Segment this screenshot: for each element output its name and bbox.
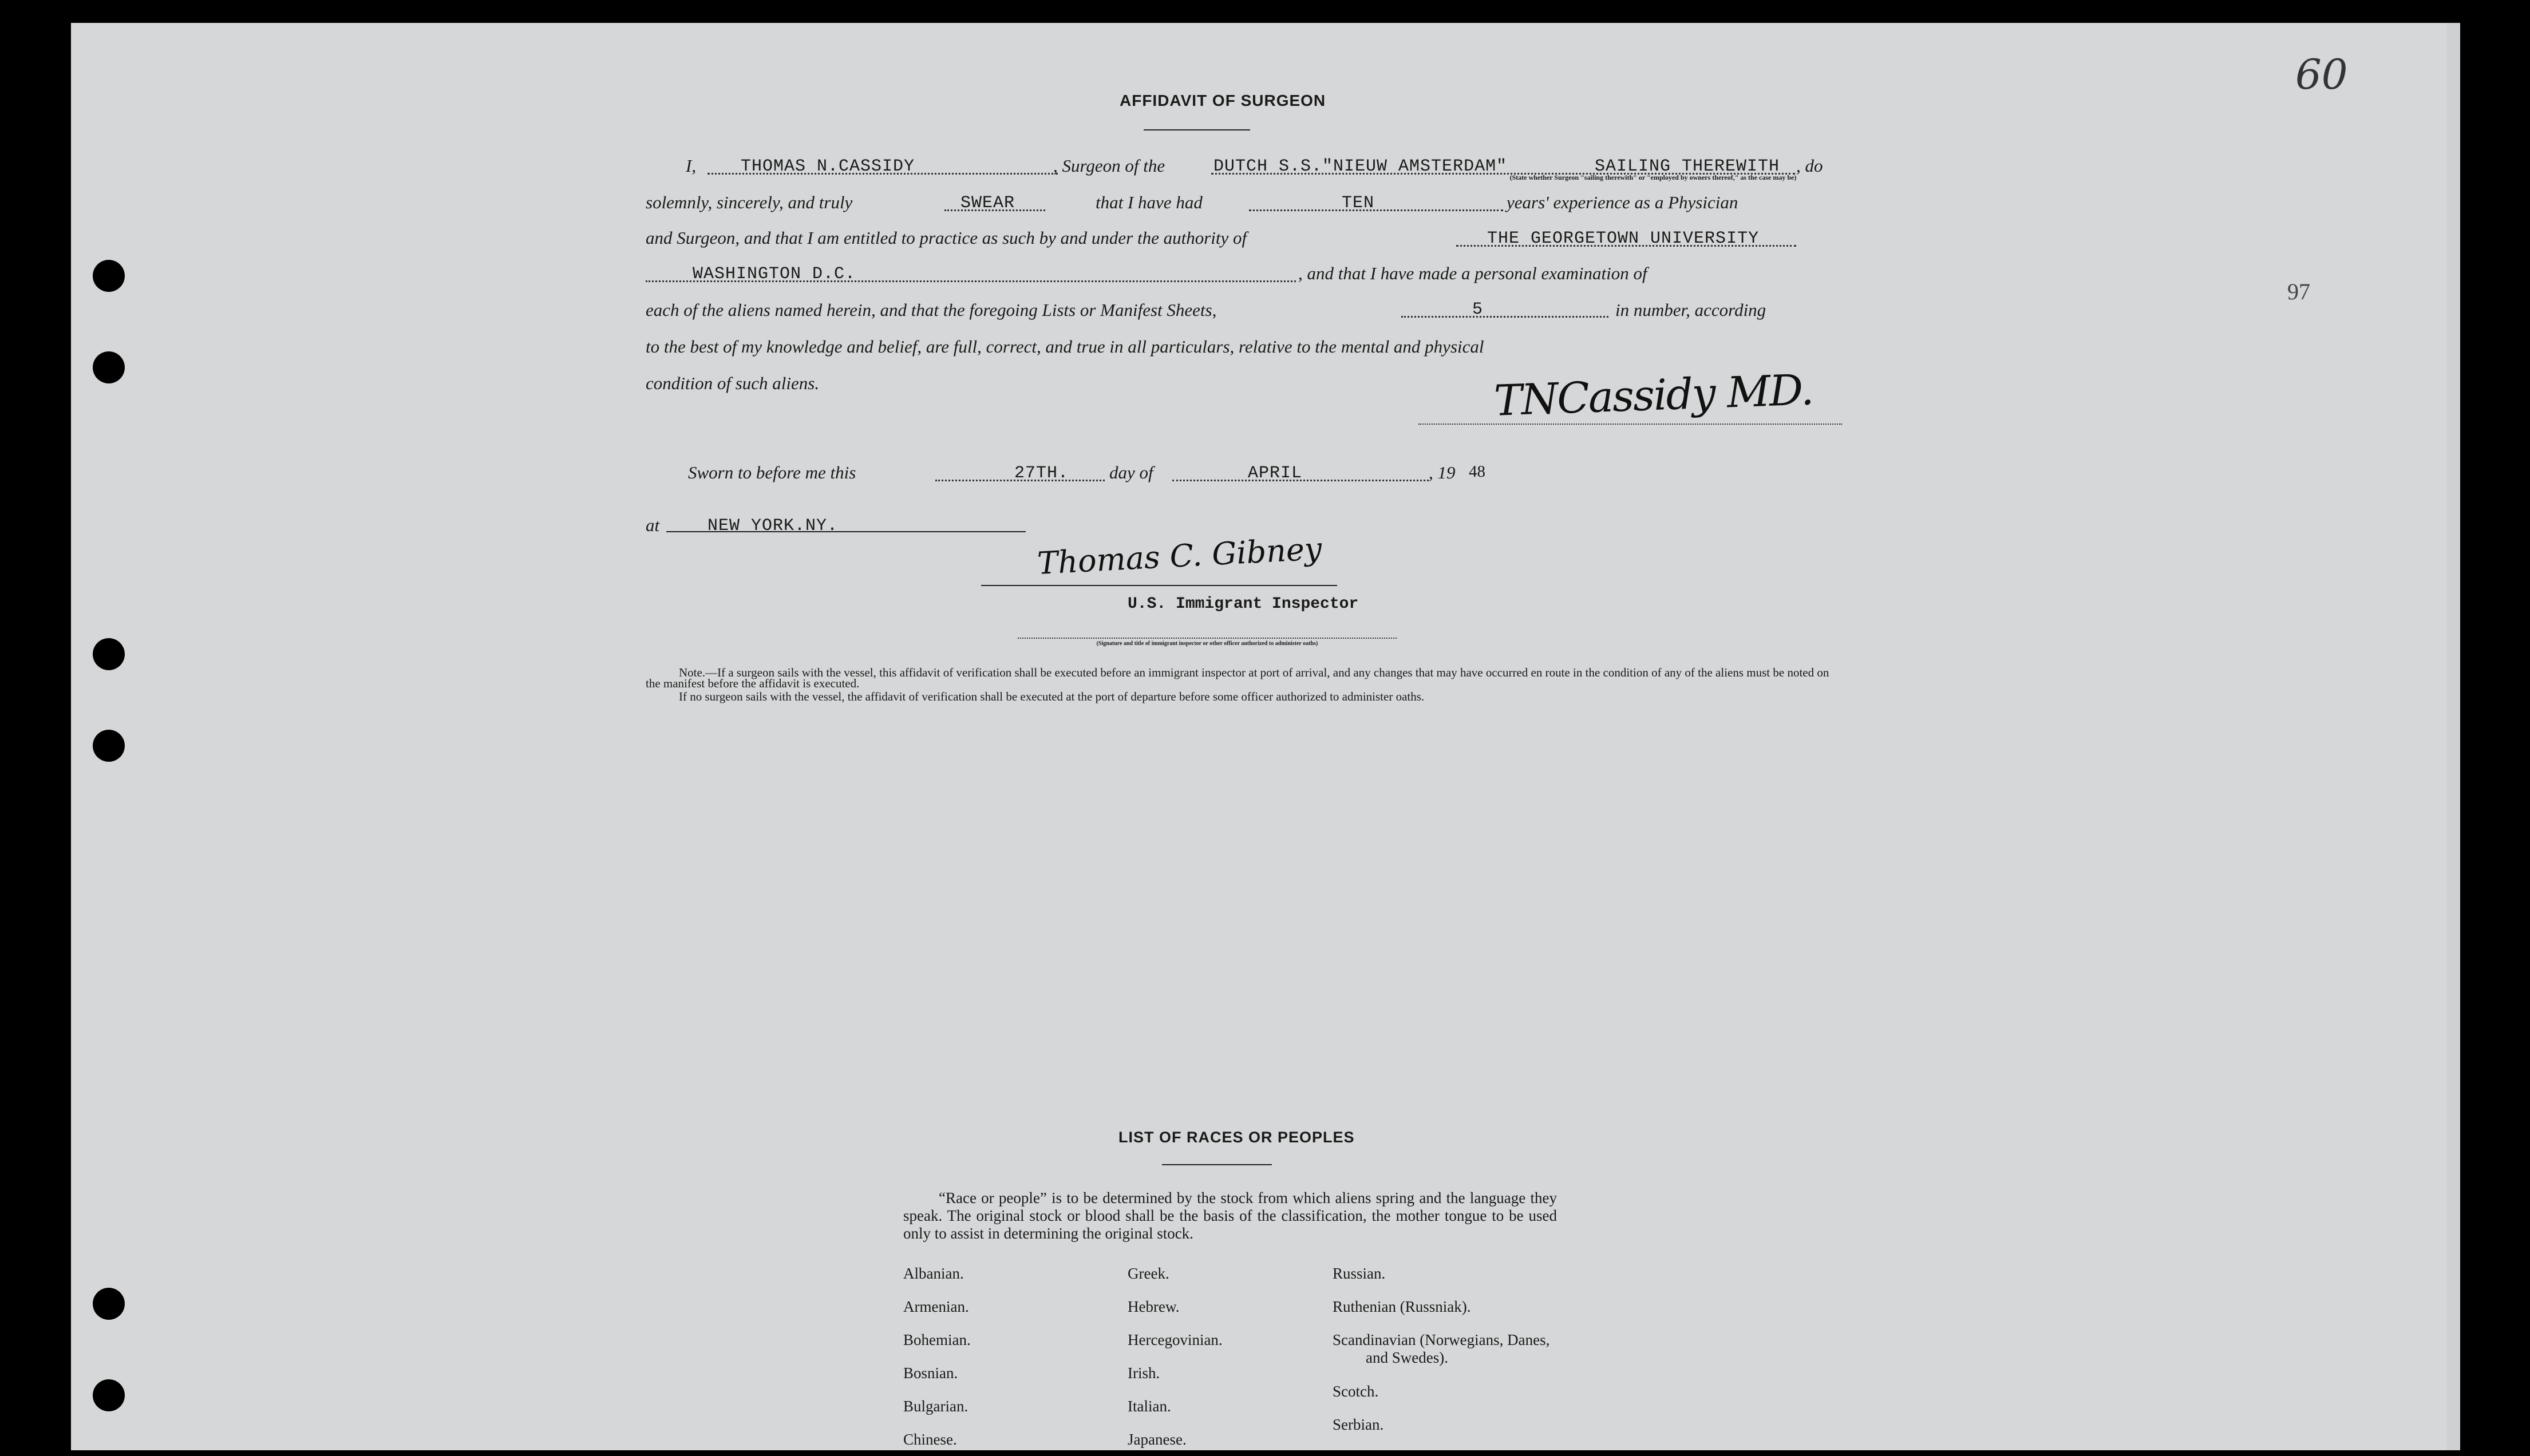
text-surgeon-of: , Surgeon of the xyxy=(1053,156,1165,176)
authority-field: THE GEORGETOWN UNIVERSITY xyxy=(1487,229,1760,248)
races-col3 xyxy=(1333,1257,1562,1441)
year-suffix-field: 48 xyxy=(1469,462,1485,481)
text-condition: condition of such aliens. xyxy=(646,373,820,393)
text-day-of: day of xyxy=(1109,462,1153,482)
surgeon-name-field: THOMAS N.CASSIDY xyxy=(741,157,915,176)
text-personal-exam: , and that I have made a personal examination of xyxy=(1298,263,1647,283)
race-item: Hercegovinian. xyxy=(1128,1331,1223,1348)
side-number: 97 xyxy=(2287,279,2310,304)
ship-field: DUTCH S.S."NIEUW AMSTERDAM" xyxy=(1213,157,1508,176)
text-years-experience: years' experience as a Physician xyxy=(1507,192,1738,212)
sworn-month-line xyxy=(1172,480,1429,481)
race-item: Serbian. xyxy=(1333,1416,1384,1433)
sailing-field: SAILING THEREWITH xyxy=(1595,157,1780,176)
race-item: Bohemian. xyxy=(903,1331,971,1348)
races-title-rule xyxy=(1162,1164,1272,1165)
races-title: LIST OF RACES OR PEOPLES xyxy=(1118,1129,1355,1146)
surgeon-name-line xyxy=(707,173,1058,175)
title-rule xyxy=(1144,129,1250,130)
races-col1 xyxy=(903,1257,971,1456)
text-at: at xyxy=(646,515,660,535)
text-do: , do xyxy=(1796,156,1823,176)
place-line xyxy=(666,531,1026,532)
text-in-number: in number, according xyxy=(1615,300,1766,320)
race-item: Irish. xyxy=(1128,1364,1160,1382)
races-intro: “Race or people” is to be determined by the stock from which aliens spring and the language they speak. The original stock or blood shall be the basis of the classification, the mother tongue to be used only to assist in determining the original stock. xyxy=(903,1189,1557,1242)
binder-hole xyxy=(93,1379,125,1411)
sheets-line xyxy=(1401,316,1608,318)
signature-caption: (Signature and title of immigrant inspector or other officer authorized to administer oaths) xyxy=(1096,640,1318,647)
race-item: Russian. xyxy=(1333,1265,1386,1282)
race-item: Bulgarian. xyxy=(903,1398,968,1415)
authority-place-field: WASHINGTON D.C. xyxy=(693,264,856,284)
inspector-signature-line xyxy=(981,585,1337,586)
oath-field: SWEAR xyxy=(960,193,1015,213)
race-item: Greek. xyxy=(1128,1265,1169,1282)
authority-line xyxy=(1456,245,1796,247)
text-sworn: Sworn to before me this xyxy=(688,462,856,482)
text-that-i-have-had: that I have had xyxy=(1096,192,1203,212)
surgeon-signature: TNCassidy MD. xyxy=(1493,365,1814,426)
years-field: TEN xyxy=(1342,193,1375,213)
inspector-title: U.S. Immigrant Inspector xyxy=(1128,595,1359,613)
inspector-signature: Thomas C. Gibney xyxy=(1036,531,1323,581)
race-item: Armenian. xyxy=(903,1298,969,1315)
sheets-field: 5 xyxy=(1472,300,1484,319)
sworn-day-field: 27TH. xyxy=(1014,464,1069,483)
text-year-prefix: , 19 xyxy=(1429,462,1456,482)
race-item: Hebrew. xyxy=(1128,1298,1180,1315)
authority-place-line xyxy=(646,280,1296,282)
race-item: Japanese. xyxy=(1128,1431,1187,1448)
race-item: Chinese. xyxy=(903,1431,957,1448)
note-1: Note.—If a surgeon sails with the vessel, this affidavit of verification shall be executed before an immigrant inspector at port of arrival, and any changes that may have occurred en route in the condition of any of the aliens must be noted on the manifest before the affidavit is executed. xyxy=(646,666,1829,690)
oath-line xyxy=(944,209,1045,211)
race-item: Scandinavian (Norwegians, Danes, and Swedes). xyxy=(1333,1331,1550,1366)
binder-hole xyxy=(93,351,125,383)
place-field: NEW YORK.NY. xyxy=(707,516,839,536)
binder-hole xyxy=(93,730,125,762)
page-edge xyxy=(2446,23,2460,1450)
years-line xyxy=(1249,209,1503,211)
surgeon-signature-line xyxy=(1418,424,1842,425)
race-item: Italian. xyxy=(1128,1398,1171,1415)
race-item: Ruthenian (Russniak). xyxy=(1333,1298,1471,1315)
state-note: (State whether Surgeon "sailing therewith" or "employed by owners thereof," as the case may be) xyxy=(1509,173,1797,181)
text-best-knowledge: to the best of my knowledge and belief, are full, correct, and true in all particulars, relative to the mental and physical xyxy=(646,337,1484,357)
race-item: Albanian. xyxy=(903,1265,964,1282)
inspector-title-line xyxy=(1018,638,1397,639)
sworn-month-field: APRIL xyxy=(1248,464,1303,483)
text-and-surgeon: and Surgeon, and that I am entitled to practice as such by and under the authority of xyxy=(646,228,1247,248)
page-number: 60 xyxy=(2295,50,2348,98)
note-2: If no surgeon sails with the vessel, the affidavit of verification shall be executed at the port of departure before some officer authorized to administer oaths. xyxy=(679,690,1425,703)
text-solemnly: solemnly, sincerely, and truly xyxy=(646,192,853,212)
affidavit-title: AFFIDAVIT OF SURGEON xyxy=(1120,92,1326,109)
binder-hole xyxy=(93,1288,125,1320)
races-col2 xyxy=(1128,1257,1223,1456)
sworn-day-line xyxy=(935,480,1105,481)
text-each-of-aliens: each of the aliens named herein, and that the foregoing Lists or Manifest Sheets, xyxy=(646,300,1217,320)
race-item: Bosnian. xyxy=(903,1364,958,1382)
text-i: I, xyxy=(686,156,697,176)
binder-hole xyxy=(93,638,125,670)
binder-hole xyxy=(93,260,125,292)
race-item: Scotch. xyxy=(1333,1383,1379,1400)
